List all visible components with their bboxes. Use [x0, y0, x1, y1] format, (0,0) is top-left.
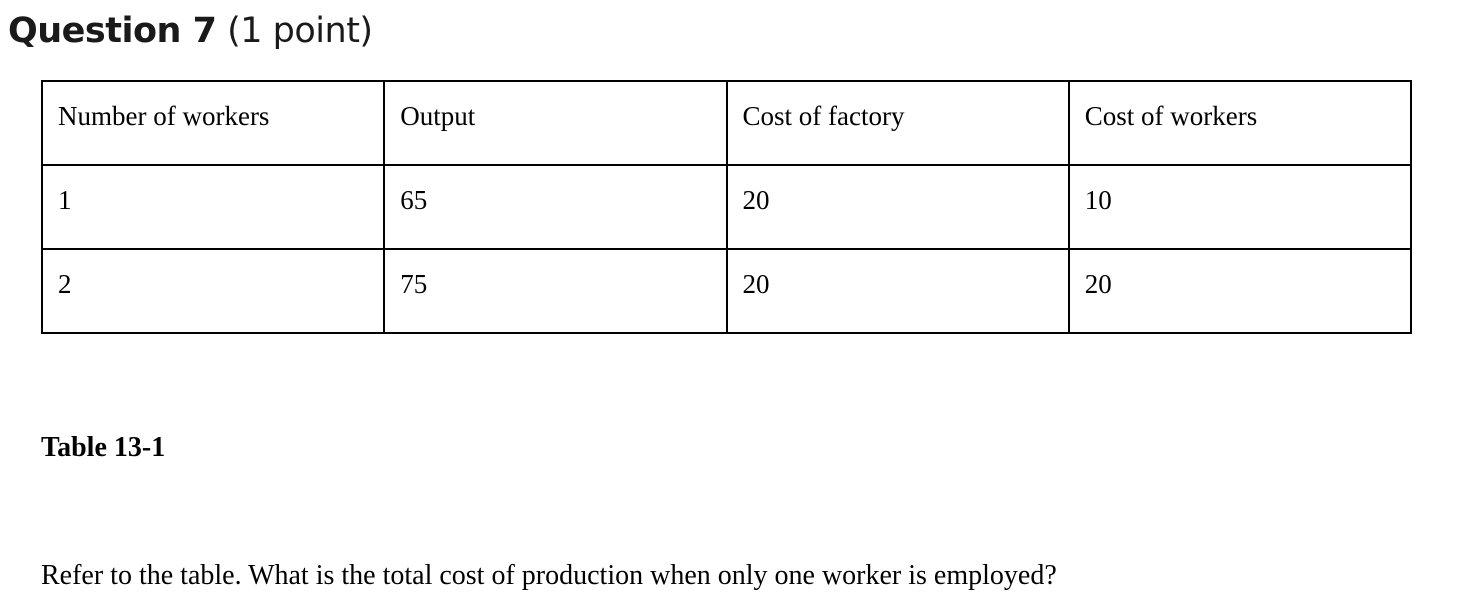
table-header-cell: Cost of factory	[727, 81, 1069, 165]
table-header-row	[42, 81, 1411, 165]
question-points: (1 point)	[227, 11, 373, 51]
table-cell: 20	[727, 249, 1069, 333]
table-caption: Table 13-1	[41, 432, 166, 463]
table-cell: 20	[1069, 249, 1411, 333]
table-cell: 75	[384, 249, 726, 333]
table-cell: 20	[727, 165, 1069, 249]
table-header-cell: Cost of workers	[1069, 81, 1411, 165]
table-header-cell: Output	[384, 81, 726, 165]
table-cell: 1	[42, 165, 384, 249]
question-prompt: Refer to the table. What is the total cost of production when only one worker is employed?	[41, 560, 1057, 591]
data-table	[41, 80, 1412, 334]
table-row	[42, 249, 1411, 333]
question-header	[8, 8, 373, 54]
question-title: Question 7	[8, 11, 217, 51]
table-header-cell: Number of workers	[42, 81, 384, 165]
table-row	[42, 165, 1411, 249]
table-cell: 2	[42, 249, 384, 333]
table-cell: 65	[384, 165, 726, 249]
table-cell: 10	[1069, 165, 1411, 249]
